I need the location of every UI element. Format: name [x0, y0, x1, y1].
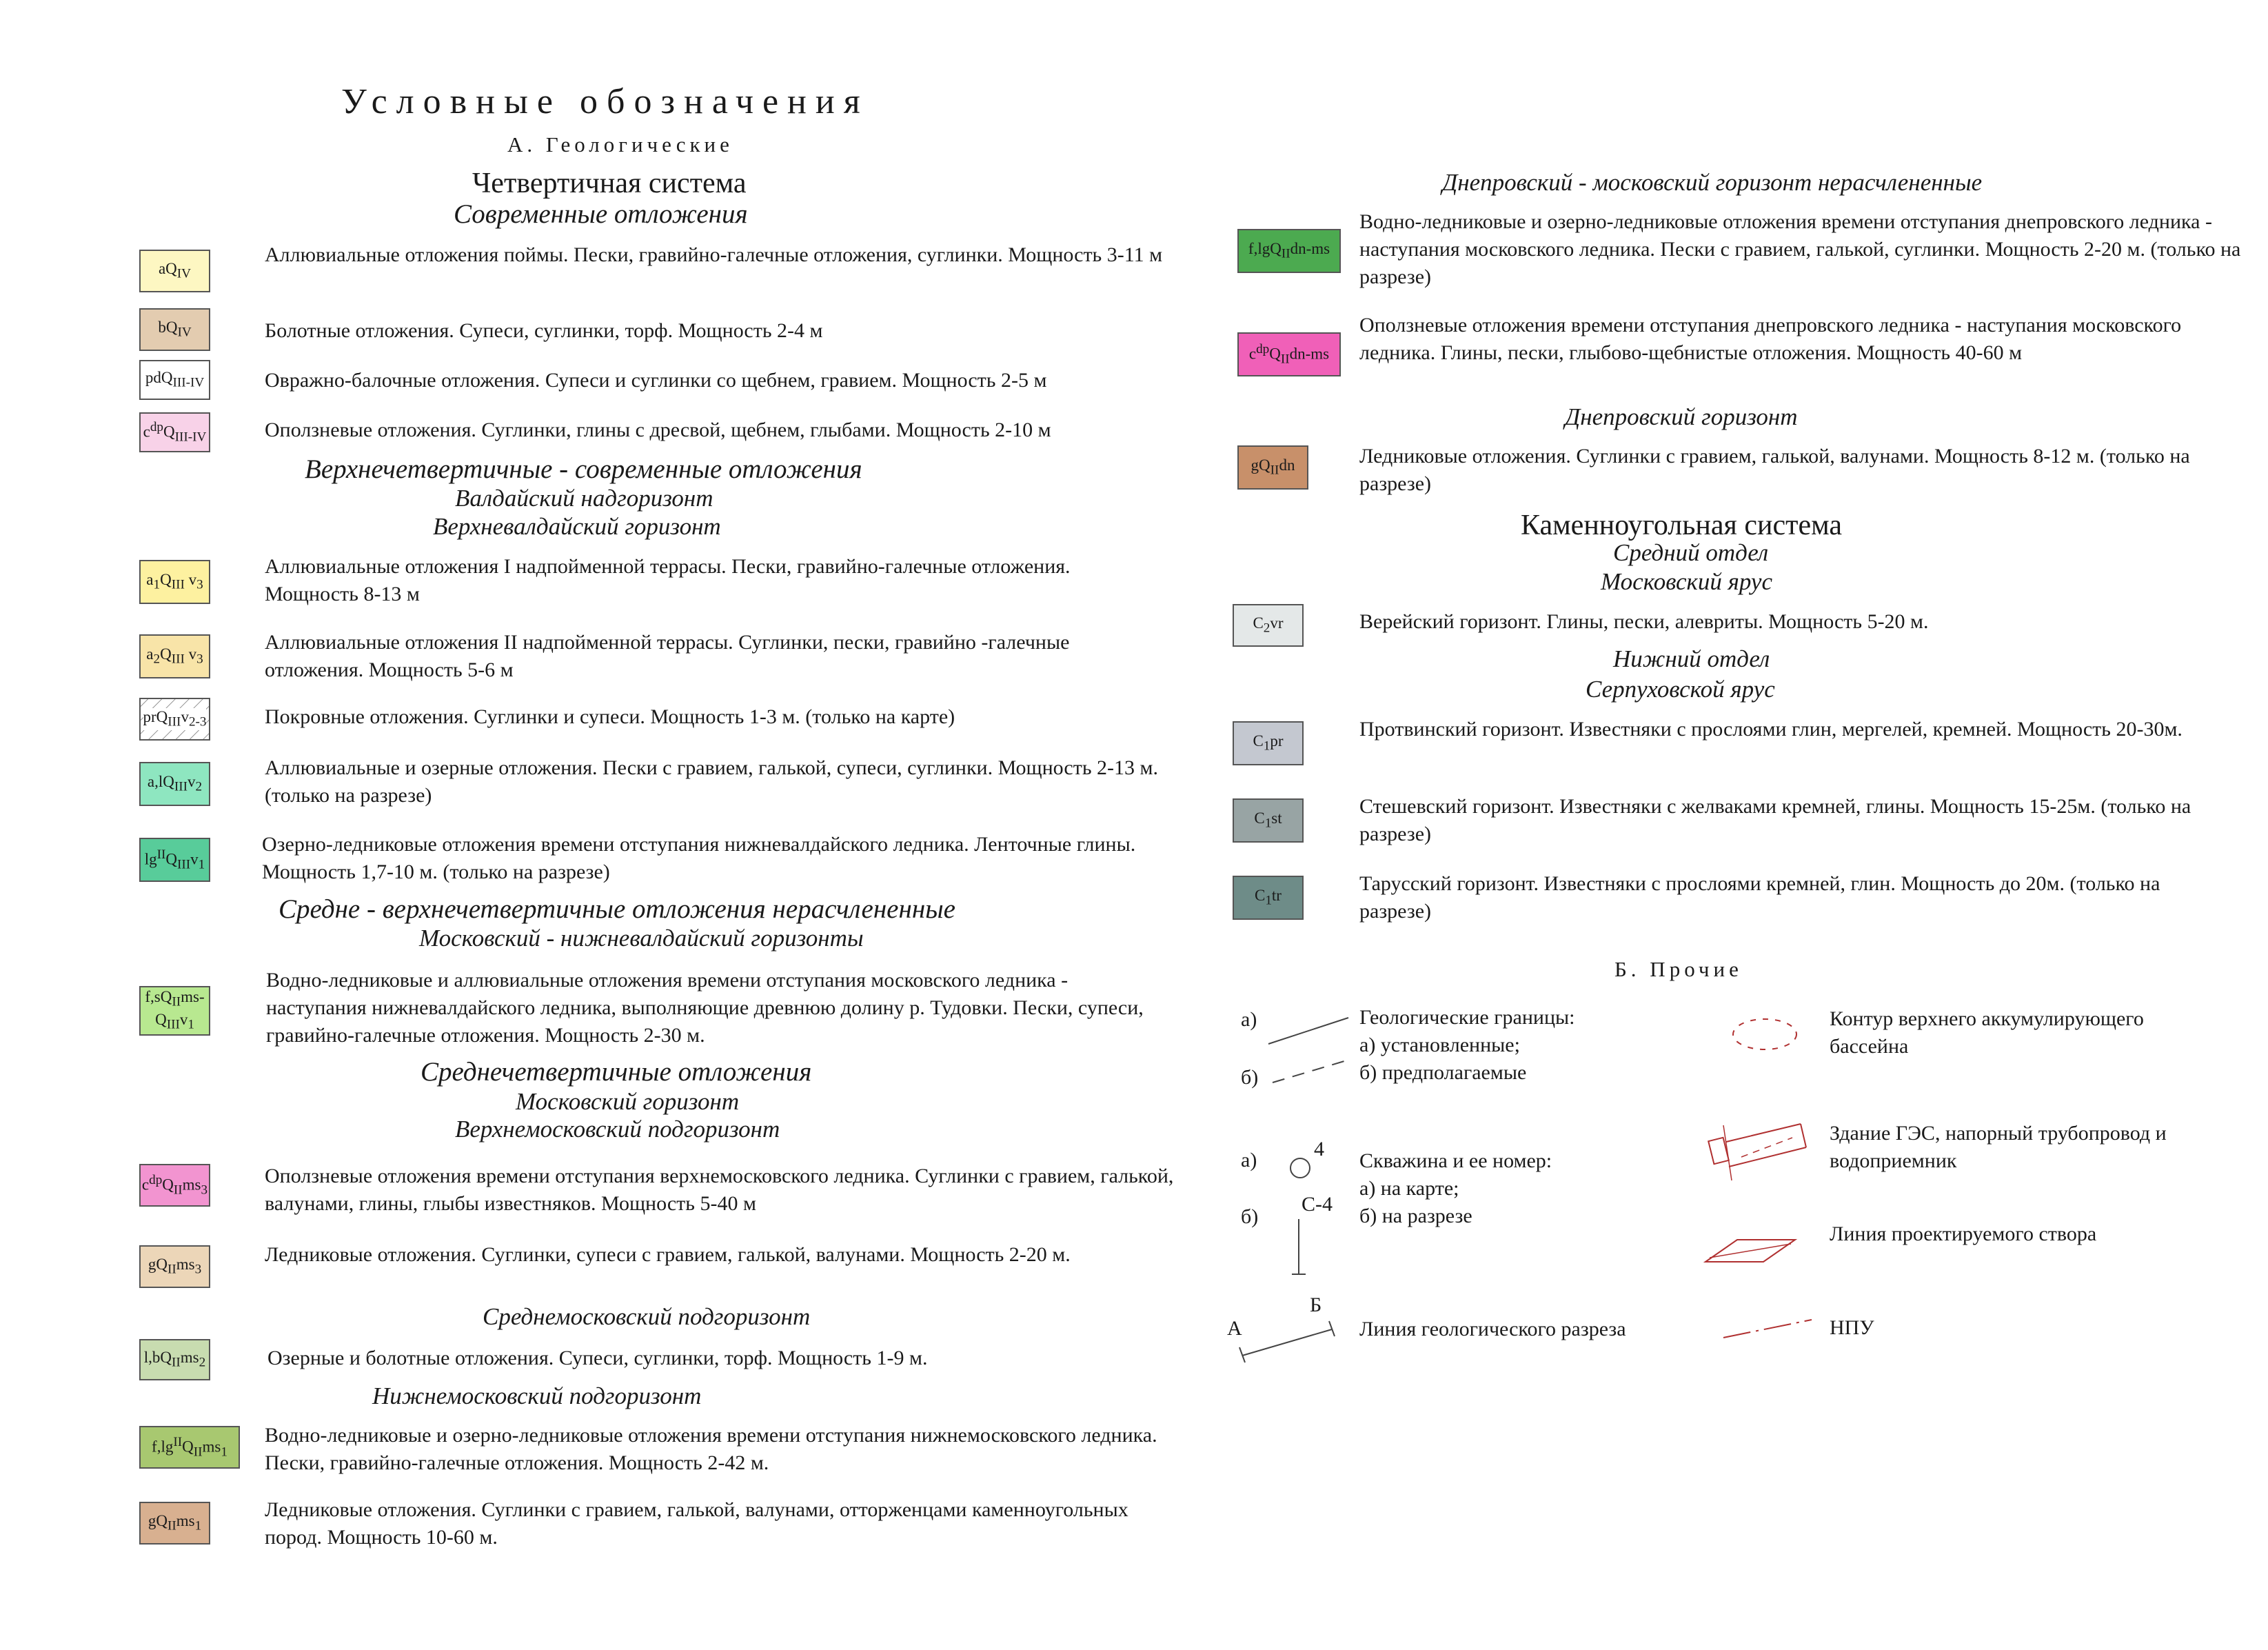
legend-text-gQIIms3: Ледниковые отложения. Суглинки, супеси с гравием, галькой, валунами. Мощность 2-20 м.: [265, 1243, 1071, 1266]
heading-upper-moscow: Верхнемосковский подгоризонт: [455, 1116, 780, 1143]
legend-text-C1tr: Тарусский горизонт. Известняки с прослоями кремней, глин. Мощность до 20м. (только на разрезе): [1359, 872, 2160, 923]
legend-text-a1QIII: Аллювиальные отложения I надпойменной террасы. Пески, гравийно-галечные отложения. Мощность 8-13 м: [265, 555, 1071, 605]
section-line-icon: [1238, 1317, 1355, 1365]
well-label-a: а): [1241, 1149, 1257, 1171]
legend-swatch-pdQ: pdQ$_{III-IV}$: [139, 360, 210, 400]
legend-swatch-cdpQ-III-IV: $c^{dp}Q_{III-IV}$: [139, 412, 210, 452]
legend-swatch-C1pr: $C_1pr$: [1233, 721, 1304, 765]
heading-upper-modern: Верхнечетвертичные - современные отложения: [305, 454, 862, 484]
legend-text-a2QIII: Аллювиальные отложения II надпойменной террасы. Суглинки, пески, гравийно -галечные отложения. Мощность 5-6 м: [265, 631, 1070, 681]
legend-text-cdpQIIms3: Оползневые отложения времени отступания верхнемосковского ледника. Суглинки с гравием, галькой, валунами, глины, глыбы известняков. Мощность 5-40 м: [265, 1165, 1174, 1215]
well-number: 4: [1314, 1138, 1324, 1160]
legend-swatch-gQIIms1: $gQ_{II}ms_1$: [139, 1502, 210, 1545]
legend-text-prQIII: Покровные отложения. Суглинки и супеси. Мощность 1-3 м. (только на карте): [265, 705, 955, 728]
heading-dnepr: Днепровский горизонт: [1565, 403, 1798, 430]
well-line1: а) на карте;: [1359, 1177, 1459, 1200]
heading-moscow: Московский горизонт: [516, 1088, 740, 1115]
legend-text-cdpQIIdn-ms: Оползневые отложения времени отступания днепровского ледника - наступания московского ледника. Глины, пески, глыбово-щебнистые отложения. Мощность 40-60 м: [1359, 314, 2182, 364]
legend-swatch-gQIIdn: $gQ_{II}dn$: [1237, 445, 1308, 490]
dam-line-icon: [1703, 1234, 1813, 1269]
legend-text-cdpQ-III-IV: Оползневые отложения. Суглинки, глины с дресвой, щебнем, глыбами. Мощность 2-10 м: [265, 419, 1051, 441]
section-b-title: Б. Прочие: [1614, 957, 1743, 981]
well-title: Скважина и ее номер:: [1359, 1149, 1552, 1172]
legend-swatch-flgQIIdn-ms: f,lgQ$_{II}$dn-ms: [1237, 229, 1341, 273]
legend-swatch-lgQIII: $\lg^{II}Q_{III}v_1$: [139, 838, 210, 882]
reservoir-contour-icon: [1730, 1014, 1806, 1055]
heading-upper-valdai: Верхневалдайский горизонт: [433, 513, 721, 540]
npu-text: НПУ: [1830, 1316, 1874, 1339]
legend-text-pdQ: Овражно-балочные отложения. Супеси и суглинки со щебнем, гравием. Мощность 2-5 м: [265, 369, 1047, 392]
legend-text-aQIV: Аллювиальные отложения поймы. Пески, гравийно-галечные отложения, суглинки. Мощность 3-11 м: [265, 243, 1163, 266]
well-line2: б) на разрезе: [1359, 1205, 1472, 1227]
legend-swatch-a2QIII: $a_2Q_{III}$ $v_3$: [139, 634, 210, 678]
heading-mid-moscow: Среднемосковский подгоризонт: [483, 1303, 811, 1330]
legend-text-flgQIIms1: Водно-ледниковые и озерно-ледниковые отложения времени отступания нижнемосковского ледника. Пески, гравийно-галечные отложения. Мощность 2-42 м.: [265, 1424, 1157, 1474]
legend-swatch-C1tr: $C_1tr$: [1233, 876, 1304, 920]
contour-text: Контур верхнего аккумулирующего бассейна: [1830, 1007, 2144, 1058]
legend-text-fsQII: Водно-ледниковые и аллювиальные отложения времени отступания московского ледника - наступания нижневалдайского ледника, выполняющие древнюю долину р. Тудовки. Пески, супеси, гравийно-галечные отложения. Мощность 2-30 м.: [266, 969, 1144, 1047]
legend-text-flgQIIdn-ms: Водно-ледниковые и озерно-ледниковые отложения времени отступания днепровского ледника - наступания московского ледника. Пески с гравием, галькой, суглинки. Мощность 2-20 м. (только на разрезе): [1359, 210, 2241, 288]
legend-swatch-lbQIIms2: $l,bQ_{II}ms_2$: [139, 1339, 210, 1380]
heading-moscow-lower-valdai: Московский - нижневалдайский горизонты: [419, 925, 864, 952]
section-line-text: Линия геологического разреза: [1359, 1318, 1626, 1340]
legend-swatch-flgQIIms1: $f,\lg^{II}Q_{II}ms_1$: [139, 1426, 240, 1469]
npu-line-icon: [1721, 1316, 1817, 1343]
legend-text-alQIII: Аллювиальные и озерные отложения. Пески с гравием, галькой, супеси, суглинки. Мощность 2-13 м. (только на разрезе): [265, 756, 1158, 807]
heading-dnepr-moscow: Днепровский - московский горизонт нерасчлененные: [1442, 169, 1983, 196]
well-circle-icon: [1282, 1151, 1324, 1289]
legend-swatch-prQIII: $prQ_{III}v_{2-3}$: [139, 698, 210, 741]
heading-mid-upper: Средне - верхнечетвертичные отложения нерасчлененные: [279, 894, 955, 924]
boundary-text: [1359, 1004, 1773, 1087]
section-label-a: А: [1227, 1317, 1242, 1340]
boundary-line2: б) предполагаемые: [1359, 1061, 1527, 1084]
geologic-boundary-lines-icon: [1268, 1014, 1365, 1089]
legend-swatch-cdpQIIdn-ms: $c^{dp}Q_{II}dn-ms$: [1237, 332, 1341, 376]
legend-swatch-C2vr: $C_2vr$: [1233, 604, 1304, 647]
boundary-label-b: б): [1241, 1066, 1259, 1089]
well-code: С-4: [1302, 1193, 1333, 1216]
legend-text-C1pr: Протвинский горизонт. Известняки с прослоями глин, мергелей, кремней. Мощность 20-30м.: [1359, 718, 2183, 741]
legend-text-bQIV: Болотные отложения. Супеси, суглинки, торф. Мощность 2-4 м: [265, 319, 823, 342]
legend-swatch-cdpQIIms3: $c^{dp}Q_{II}ms_3$: [139, 1164, 210, 1207]
heading-low-dept: Нижний отдел: [1613, 645, 1770, 672]
heading-modern: Современные отложения: [454, 199, 748, 229]
page-title: Условные обозначения: [341, 82, 869, 121]
legend-text-gQIIms1: Ледниковые отложения. Суглинки с гравием, галькой, валунами, отторженцами каменноугольных пород. Мощность 10-60 м.: [265, 1498, 1128, 1549]
boundary-line1: а) установленные;: [1359, 1034, 1520, 1056]
heading-valdai: Валдайский надгоризонт: [455, 485, 713, 512]
legend-text-C1st: Стешевский горизонт. Известняки с желваками кремней, глины. Мощность 15-25м. (только на разрезе): [1359, 795, 2191, 845]
boundary-title: Геологические границы:: [1359, 1006, 1575, 1029]
heading-carbon: Каменноугольная система: [1521, 510, 1843, 541]
heading-lower-moscow: Нижнемосковский подгоризонт: [372, 1382, 702, 1409]
legend-swatch-fsQII: $f,sQ_{II}ms-$ $Q_{III}v_1$: [139, 986, 210, 1036]
legend-text-C2vr: Верейский горизонт. Глины, пески, алевриты. Мощность 5-20 м.: [1359, 610, 1929, 633]
heading-mid-dept: Средний отдел: [1613, 539, 1769, 566]
legend-text-gQIIdn: Ледниковые отложения. Суглинки с гравием, галькой, валунами. Мощность 8-12 м. (только на разрезе): [1359, 445, 2190, 495]
boundary-label-a: а): [1241, 1008, 1257, 1031]
legend-swatch-gQIIms3: $gQ_{II}ms_3$: [139, 1245, 210, 1288]
heading-middle: Среднечетвертичные отложения: [421, 1057, 812, 1087]
section-label-b: Б: [1310, 1294, 1322, 1316]
legend-text-lbQIIms2: Озерные и болотные отложения. Супеси, суглинки, торф. Мощность 1-9 м.: [267, 1347, 928, 1369]
hpp-text: Здание ГЭС, напорный трубопровод и водоприемник: [1830, 1122, 2167, 1172]
section-a-title: А. Геологические: [507, 132, 733, 157]
heading-serpukhov: Серпуховской ярус: [1586, 676, 1775, 703]
legend-swatch-C1st: $C_1st$: [1233, 798, 1304, 843]
legend-swatch-alQIII: $a,lQ_{III}v_2$: [139, 762, 210, 806]
heading-quaternary: Четвертичная система: [472, 168, 747, 199]
heading-moscow-stage: Московский ярус: [1601, 568, 1772, 595]
legend-text-lgQIII: Озерно-ледниковые отложения времени отступания нижневалдайского ледника. Ленточные глины. Мощность 1,7-10 м. (только на разрезе): [262, 833, 1136, 883]
legend-swatch-aQIV: $aQ_{IV}$: [139, 250, 210, 292]
legend-swatch-bQIV: $bQ_{IV}$: [139, 308, 210, 351]
hpp-building-icon: [1703, 1121, 1820, 1183]
well-label-b: б): [1241, 1205, 1259, 1228]
dam-line-text: Линия проектируемого створа: [1830, 1223, 2097, 1245]
legend-swatch-a1QIII: $a_1Q_{III}$ $v_3$: [139, 560, 210, 604]
